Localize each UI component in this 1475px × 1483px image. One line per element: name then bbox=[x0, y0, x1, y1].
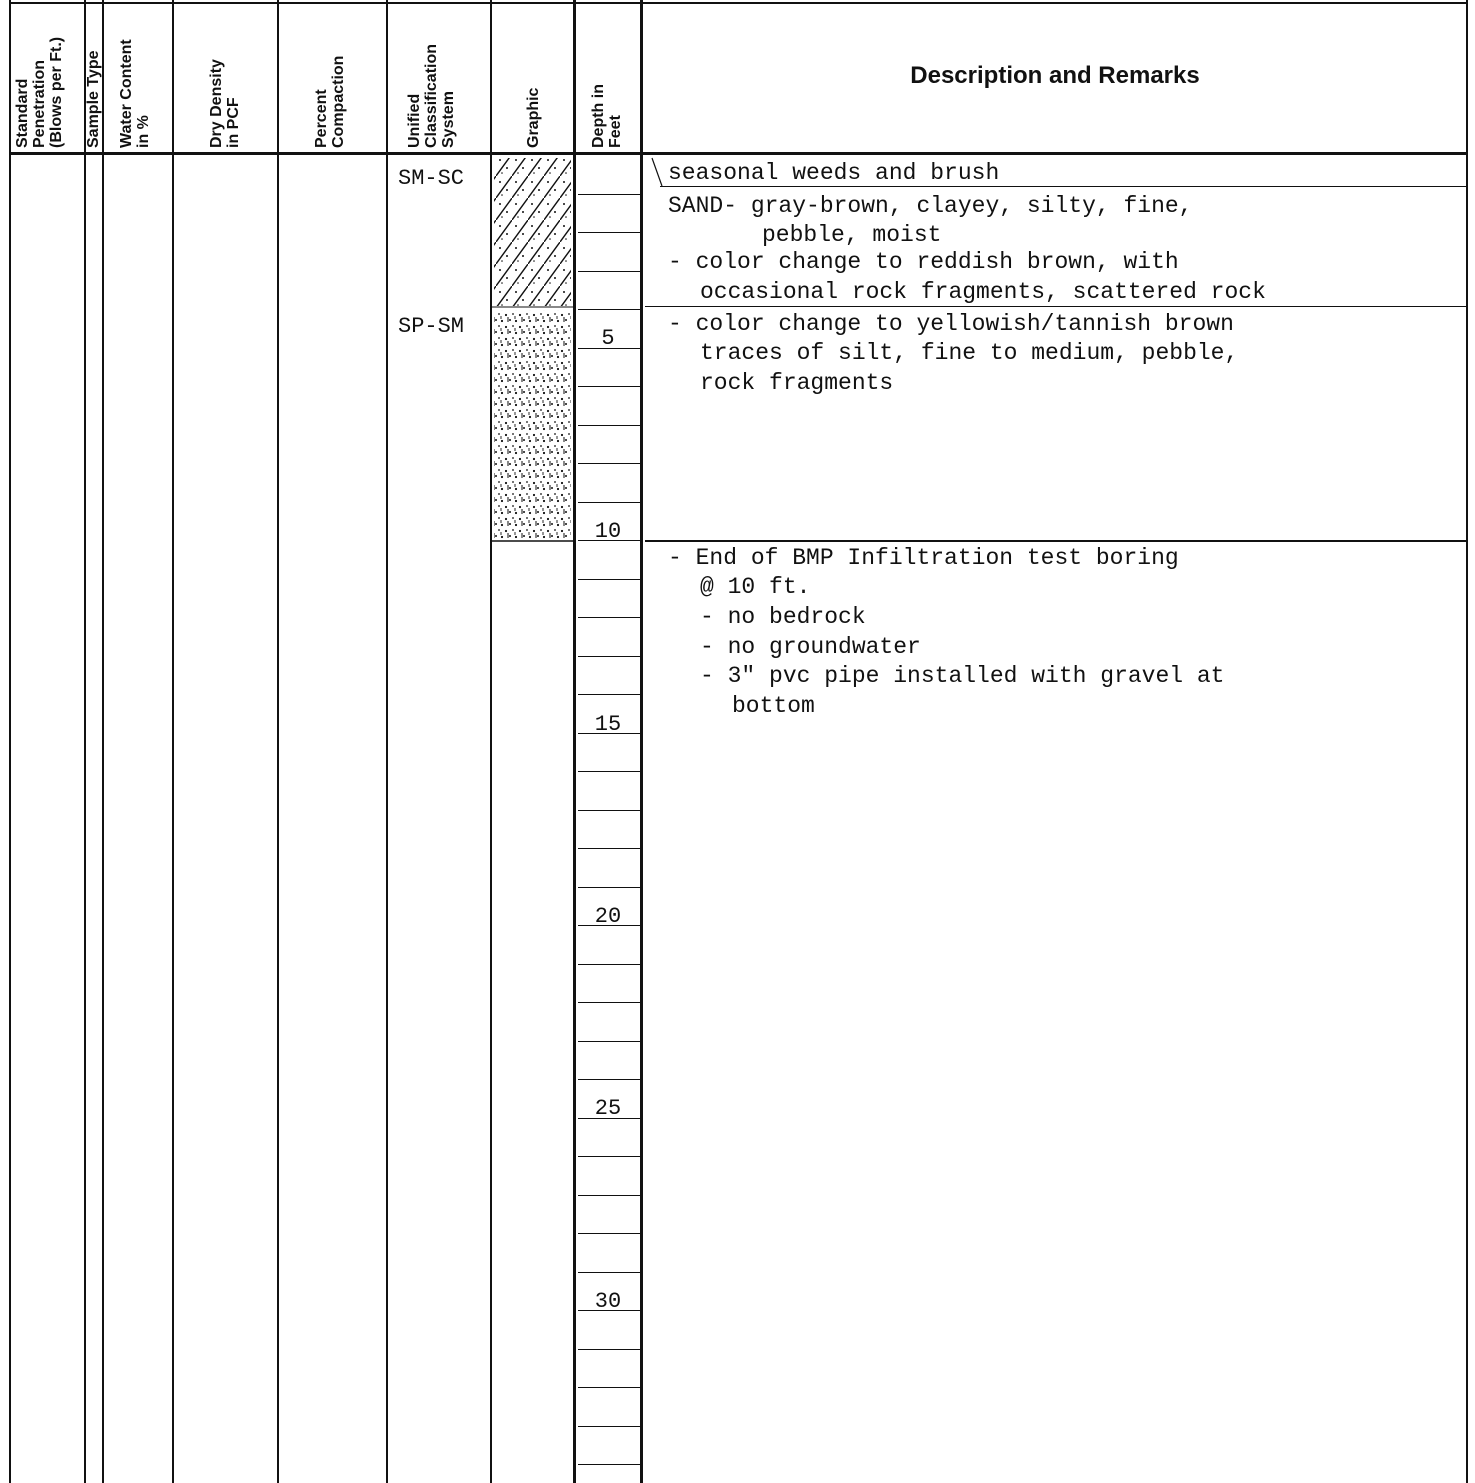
depth-tick bbox=[578, 502, 640, 503]
description-end-line5: - 3" pvc pipe installed with gravel at bbox=[700, 663, 1225, 689]
depth-label-10: 10 bbox=[594, 519, 622, 544]
header-sample-type: Sample Type bbox=[85, 50, 102, 148]
depth-tick bbox=[578, 771, 640, 772]
depth-tick bbox=[578, 848, 640, 849]
header-graphic: Graphic bbox=[525, 87, 542, 148]
description-color-change-2-line2: traces of silt, fine to medium, pebble, bbox=[700, 340, 1239, 366]
depth-tick bbox=[578, 425, 640, 426]
depth-tick bbox=[578, 887, 640, 888]
depth-label-15: 15 bbox=[594, 712, 622, 737]
depth-tick bbox=[578, 656, 640, 657]
depth-tick bbox=[578, 1041, 640, 1042]
description-end-line3: - no bedrock bbox=[700, 604, 866, 630]
depth-tick bbox=[578, 232, 640, 233]
header-description-remarks: Description and Remarks bbox=[910, 62, 1200, 89]
header-water-content: Water Content in % bbox=[118, 39, 152, 148]
depth-tick bbox=[578, 1233, 640, 1234]
description-end-line6: bottom bbox=[732, 693, 815, 719]
depth-tick bbox=[578, 271, 640, 272]
header-percent-compaction: Percent Compaction bbox=[313, 55, 347, 148]
depth-tick bbox=[578, 386, 640, 387]
description-sand-line2: pebble, moist bbox=[762, 222, 942, 248]
depth-label-20: 20 bbox=[594, 904, 622, 929]
uscs-label-sm-sc: SM-SC bbox=[398, 166, 465, 191]
header-standard-penetration: Standard Penetration (Blows per Ft.) bbox=[14, 36, 65, 148]
header-depth: Depth in Feet bbox=[590, 84, 624, 148]
uscs-label-sp-sm: SP-SM bbox=[398, 314, 465, 339]
depth-tick bbox=[578, 1272, 640, 1273]
description-divider-end bbox=[645, 540, 1467, 542]
depth-tick bbox=[578, 694, 640, 695]
description-end-line4: - no groundwater bbox=[700, 634, 921, 660]
depth-tick bbox=[578, 1156, 640, 1157]
depth-tick bbox=[578, 1002, 640, 1003]
depth-label-5: 5 bbox=[601, 326, 615, 351]
description-end-line1: - End of BMP Infiltration test boring bbox=[668, 545, 1179, 571]
depth-tick bbox=[578, 1195, 640, 1196]
depth-tick bbox=[578, 579, 640, 580]
depth-tick bbox=[578, 964, 640, 965]
depth-tick bbox=[578, 1464, 640, 1465]
depth-tick bbox=[578, 810, 640, 811]
depth-label-30: 30 bbox=[594, 1289, 622, 1314]
description-color-change-2-line3: rock fragments bbox=[700, 370, 894, 396]
description-color-change-1-line2: occasional rock fragments, scattered rock bbox=[700, 279, 1266, 305]
graphic-pattern-sp-sm bbox=[494, 310, 571, 540]
depth-tick bbox=[578, 1387, 640, 1388]
description-sand-line1: SAND- gray-brown, clayey, silty, fine, bbox=[668, 193, 1193, 219]
header-unified-classification: Unified Classification System bbox=[406, 43, 457, 148]
description-topsoil: seasonal weeds and brush bbox=[668, 160, 1000, 186]
depth-tick bbox=[578, 1079, 640, 1080]
description-color-change-1-line1: - color change to reddish brown, with bbox=[668, 249, 1179, 275]
description-color-change-2-line1: - color change to yellowish/tannish brown bbox=[668, 311, 1234, 337]
description-end-line2: @ 10 ft. bbox=[700, 574, 811, 600]
depth-tick bbox=[578, 1426, 640, 1427]
depth-tick bbox=[578, 309, 640, 310]
depth-tick bbox=[578, 463, 640, 464]
depth-label-25: 25 bbox=[594, 1096, 622, 1121]
header-dry-density: Dry Density in PCF bbox=[208, 59, 242, 148]
depth-tick bbox=[578, 1349, 640, 1350]
depth-tick bbox=[578, 617, 640, 618]
